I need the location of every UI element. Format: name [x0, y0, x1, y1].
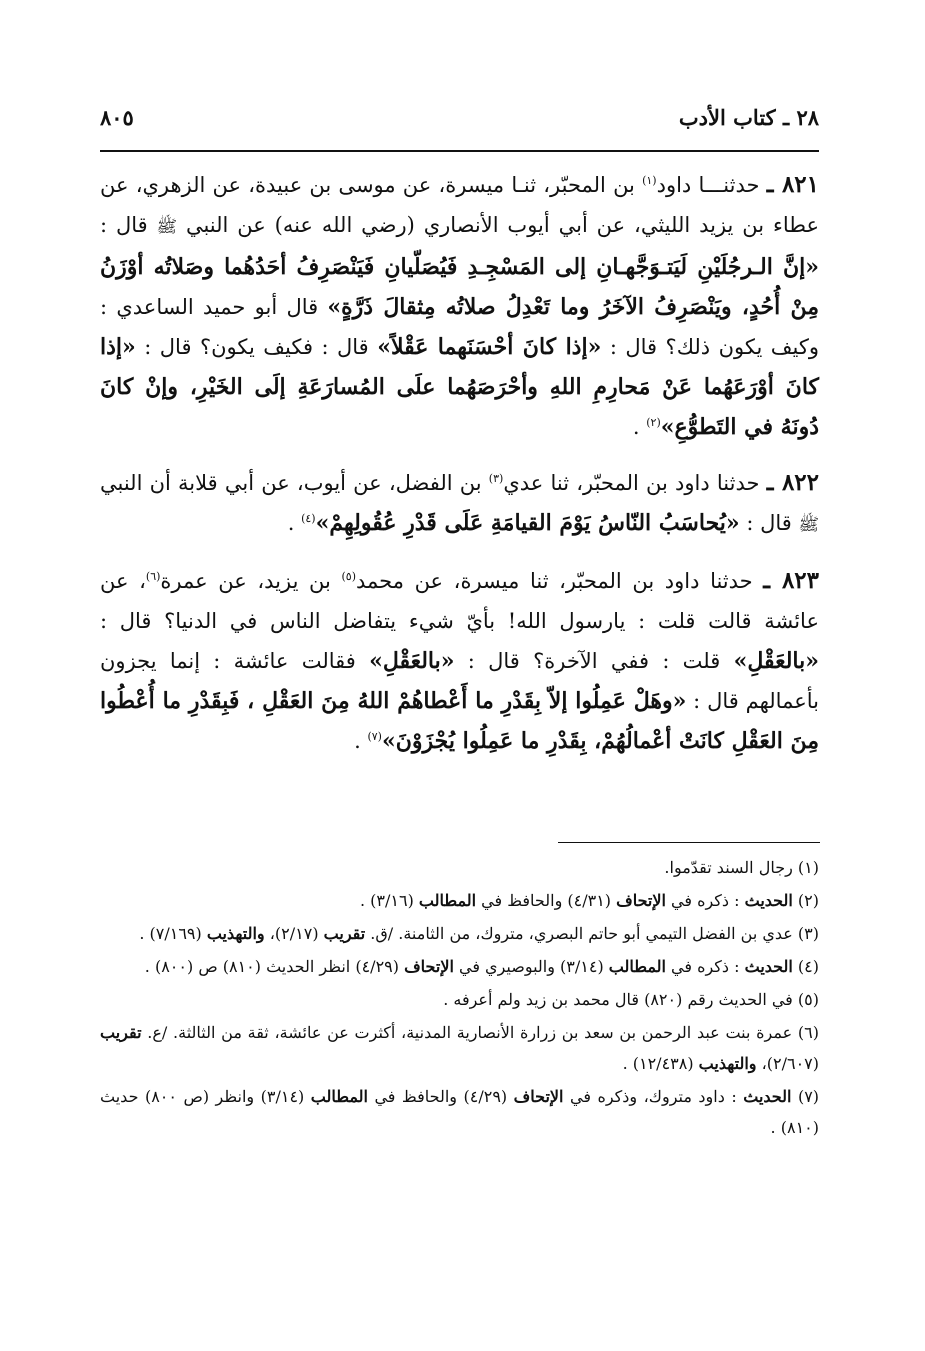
salutation-glyph: ﷺ	[156, 217, 178, 237]
hadith-number: ٨٢٣ ـ	[763, 567, 819, 594]
hadith-number: ٨٢١ ـ	[766, 171, 819, 198]
footnote	[100, 1081, 819, 1143]
footnote-ref: (١)	[642, 174, 657, 187]
source-title: المطالب	[310, 1087, 368, 1106]
text-run: : ذكره في	[665, 957, 745, 976]
text-run: فقالت عائشة : إنما يجزون بأعمالهم قال :	[100, 649, 819, 713]
text-run: .	[632, 415, 647, 439]
footnote-ref: (٣)	[488, 472, 504, 485]
text-run: (٤/٣١) والحافظ في	[476, 891, 617, 910]
text-run: (٢/٦٠٧)،	[756, 1054, 819, 1073]
text-run: (٣/١٤) وانظر (ص ٨٠٠) حديث (٨١٠) .	[100, 1087, 819, 1137]
footnote	[100, 951, 819, 982]
footnote-rule	[558, 842, 820, 843]
text-run: (١٢/٤٣٨) .	[622, 1054, 699, 1073]
text-run: حدثنـــا داود	[656, 173, 760, 197]
prophetic-quote: «يُحاسَبُ النّاسُ يَوْمَ القيامَةِ عَلَى قَدْرِ عُقُولِهِمْ»	[315, 510, 740, 536]
source-title: الحديث	[744, 891, 793, 910]
footnote	[100, 984, 819, 1015]
hadith-paragraph	[100, 561, 819, 761]
footnote-ref: (٥)	[341, 570, 356, 583]
text-run: .	[354, 729, 368, 753]
footnotes	[100, 852, 819, 1145]
text-run: (٣/١٦) .	[359, 891, 419, 910]
footnote-ref: (٧)	[367, 730, 382, 743]
footnote-ref: (٢)	[646, 416, 661, 429]
text-run: قال :	[100, 213, 157, 237]
source-title: الإتحاف	[404, 957, 454, 976]
text-run: (٧/١٦٩) .	[139, 924, 207, 943]
footnote	[100, 852, 819, 883]
source-title: تقريب	[100, 1023, 142, 1042]
text-run: (٤)	[792, 957, 819, 976]
text-run: (٣/١٤) والبوصيري في	[453, 957, 609, 976]
header-rule	[100, 150, 819, 152]
source-title: المطالب	[608, 957, 666, 976]
prophetic-quote: «إنَّ الـرجُلَيْنِ لَيَتـوَجَّهـانِ إلى المَسْجِـدِ فَيُصَلّيانِ فَيَنْصَرِفُ أحَدُهُما وصَلاتُه أوْزَنُ مِنْ أُحُدٍ، ويَنْصَرِفُ الآخَرُ وما تَعْدِلُ صلاتُه مِثقالَ ذَرَّةٍ»	[100, 254, 819, 320]
text-run: (٧)	[791, 1087, 820, 1106]
prophetic-quote: «بالعَقْلِ»	[733, 648, 819, 674]
text-run: : ذكره في	[665, 891, 745, 910]
footnote	[100, 1017, 819, 1079]
text-run: (٤/٢٩) والحافظ في	[367, 1087, 514, 1106]
text-run: حدثنا داود بن المحبّر، ثنا عدي	[503, 471, 760, 495]
salutation-glyph: ﷺ	[798, 515, 819, 535]
footnote	[100, 885, 819, 916]
text-run: قال : فكيف يكون؟ قال :	[135, 335, 378, 359]
source-title: الحديث	[743, 1087, 792, 1106]
text-run: (١) رجال السند تقدّموا.	[664, 858, 819, 877]
text-run: (٢)	[792, 891, 819, 910]
hadith-paragraph	[100, 463, 819, 545]
source-title: تقريب	[323, 924, 366, 943]
text-run: بن الفضل، عن أيوب، عن أبي قلابة أن النبي	[100, 471, 489, 495]
source-title: والتهذيب	[206, 924, 265, 943]
text-run: .	[287, 511, 302, 535]
page-number: ٨٠٥	[100, 104, 134, 130]
text-run: قال أبو حميد الساعدي : وكيف يكون ذلك؟ قال :	[100, 295, 820, 359]
hadith-body	[100, 165, 819, 777]
text-run: (٣) عدي بن الفضل التيمي أبو حاتم البصري، متروك، من الثامنة. /ق.	[365, 924, 819, 943]
prophetic-quote: «وهَلْ عَمِلُوا إلاّ بِقَدْرِ ما أَعْطاهُمْ اللهُ مِنَ العَقْلِ ، فَبِقَدْرِ ما أُعْطُوا مِنَ العَقْلِ كانَتْ أعْمالُهُمْ، بِقَدْرِ ما عَمِلُوا يُجْزَوْنَ»	[100, 688, 819, 754]
prophetic-quote: «إذا كانَ أوْرَعَهُما عَنْ مَحارِمِ اللهِ وأحْرَصَهُما علَى المُسارَعَةِ إلَى الخَيْرِ، وإنْ كانَ دُونَهُ في التَطوُّعِ»	[100, 334, 819, 440]
prophetic-quote: «إذا كانَ أحْسَنَهما عَقْلاً»	[377, 334, 602, 360]
source-title: الحديث	[744, 957, 793, 976]
source-title: الإتحاف	[513, 1087, 564, 1106]
text-run: قال :	[739, 511, 799, 535]
prophetic-quote: «بالعَقْلِ»	[369, 648, 455, 674]
source-title: الإتحاف	[616, 891, 666, 910]
text-run: بن المحبّر، ثنـا ميسرة، عن موسى بن عبيدة، عن الزهري، عن عطاء بن يزيد الليثي، عن أبي أيوب الأنصاري (رضي الله عنه) عن النبي	[100, 173, 819, 237]
text-run: (٤/٢٩) انظر الحديث (٨١٠) ص (٨٠٠) .	[144, 957, 405, 976]
text-run: (٦) عمرة بنت عبد الرحمن بن سعد بن زرارة الأنصارية المدنية، أكثرت عن عائشة، ثقة من الثالثة. /ع.	[141, 1023, 819, 1042]
source-title: والتهذيب	[698, 1054, 757, 1073]
text-run: حدثنا داود بن المحبّر، ثنا ميسرة، عن محمد	[356, 569, 753, 593]
text-run: ، عن عائشة قالت قلت : يارسول الله! بأيّ شيء يتفاضل الناس في الدنيا؟ قال :	[100, 569, 819, 633]
footnote-ref: (٤)	[301, 512, 316, 525]
hadith-paragraph	[100, 165, 819, 447]
text-run: (٢/١٧)،	[264, 924, 324, 943]
source-title: المطالب	[418, 891, 477, 910]
chapter-title: ٢٨ ـ كتاب الأدب	[678, 104, 819, 130]
footnote	[100, 918, 819, 949]
footnote-ref: (٦)	[145, 570, 161, 583]
text-run: بن يزيد، عن عمرة	[160, 569, 342, 593]
text-run: (٥) في الحديث رقم (٨٢٠) قال محمد بن زيد ولم أعرفه .	[443, 990, 819, 1009]
text-run: : داود متروك، وذكره في	[563, 1087, 744, 1106]
page-header	[100, 96, 819, 138]
hadith-number: ٨٢٢ ـ	[766, 469, 819, 496]
text-run: قلت : ففي الآخرة؟ قال :	[454, 649, 734, 673]
